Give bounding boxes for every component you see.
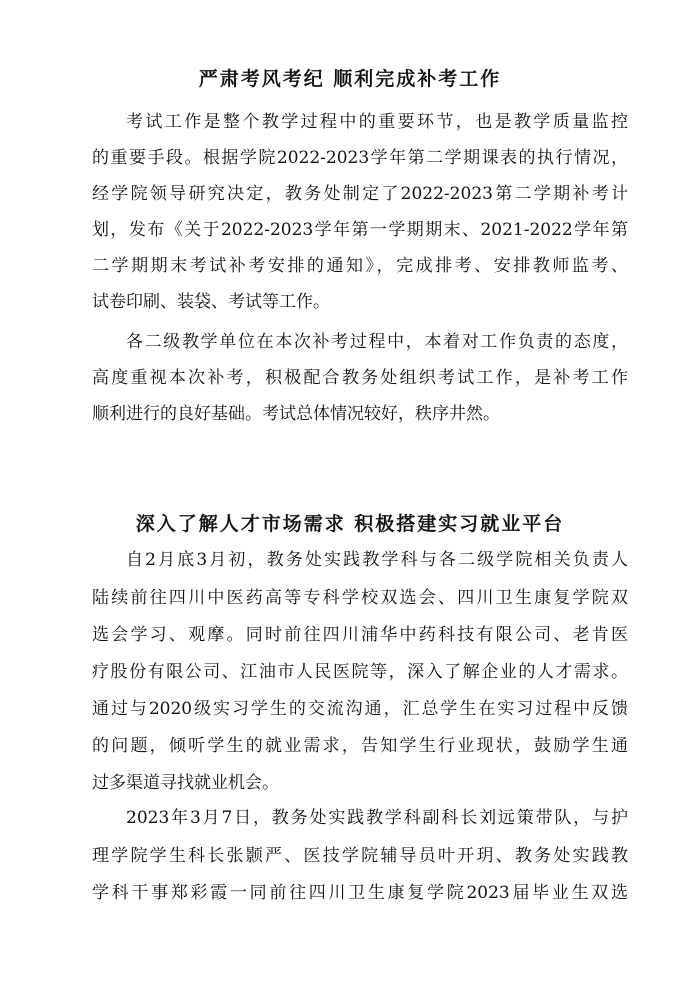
section-exam-discipline <box>0 66 700 92</box>
text-line: 划，发布《关于2022-2023学年第一学期期末、2021-2022学年第 <box>92 220 628 240</box>
text-line: 疗股份有限公司、江油市人民医院等，深入了解企业的人才需求。 <box>92 662 628 682</box>
text-line: 学科干事郑彩霞一同前往四川卫生康复学院2023届毕业生双选 <box>92 883 628 903</box>
text-line: 各二级教学单位在本次补考过程中，本着对工作负责的态度， <box>126 332 628 352</box>
text-line: 选会学习、观摩。同时前往四川浦华中药科技有限公司、老肯医 <box>92 625 628 645</box>
text-line: 通过与2020级实习学生的交流沟通，汇总学生在实习过程中反馈 <box>92 699 628 719</box>
section-title: 深入了解人才市场需求 积极搭建实习就业平台 <box>135 513 565 535</box>
text-line: 经学院领导研究决定，教务处制定了2022-2023第二学期补考计 <box>92 184 628 204</box>
text-line: 顺利进行的良好基础。考试总体情况较好，秩序井然。 <box>92 404 500 424</box>
text-line: 陆续前往四川中医药高等专科学校双选会、四川卫生康复学院双 <box>92 588 628 608</box>
text-line: 二学期期末考试补考安排的通知》，完成排考、安排教师监考、 <box>92 256 628 276</box>
text-line: 2023年3月7日，教务处实践教学科副科长刘远策带队，与护 <box>126 808 628 828</box>
text-line: 过多渠道寻找就业机会。 <box>92 773 279 793</box>
section-title: 严肃考风考纪 顺利完成补考工作 <box>198 68 502 90</box>
text-line: 理学院学生科长张颢严、医技学院辅导员叶开玥、教务处实践教 <box>92 846 628 866</box>
text-line: 的重要手段。根据学院2022-2023学年第二学期课表的执行情况， <box>92 148 628 168</box>
text-line: 的问题，倾听学生的就业需求，告知学生行业现状，鼓励学生通 <box>92 736 628 756</box>
text-line: 自2月底3月初，教务处实践教学科与各二级学院相关负责人 <box>126 550 628 570</box>
text-line: 考试工作是整个教学过程中的重要环节，也是教学质量监控 <box>126 112 628 132</box>
text-line: 高度重视本次补考，积极配合教务处组织考试工作，是补考工作 <box>92 368 628 388</box>
section-talent-market <box>0 511 700 537</box>
text-line: 试卷印刷、装袋、考试等工作。 <box>92 292 330 312</box>
